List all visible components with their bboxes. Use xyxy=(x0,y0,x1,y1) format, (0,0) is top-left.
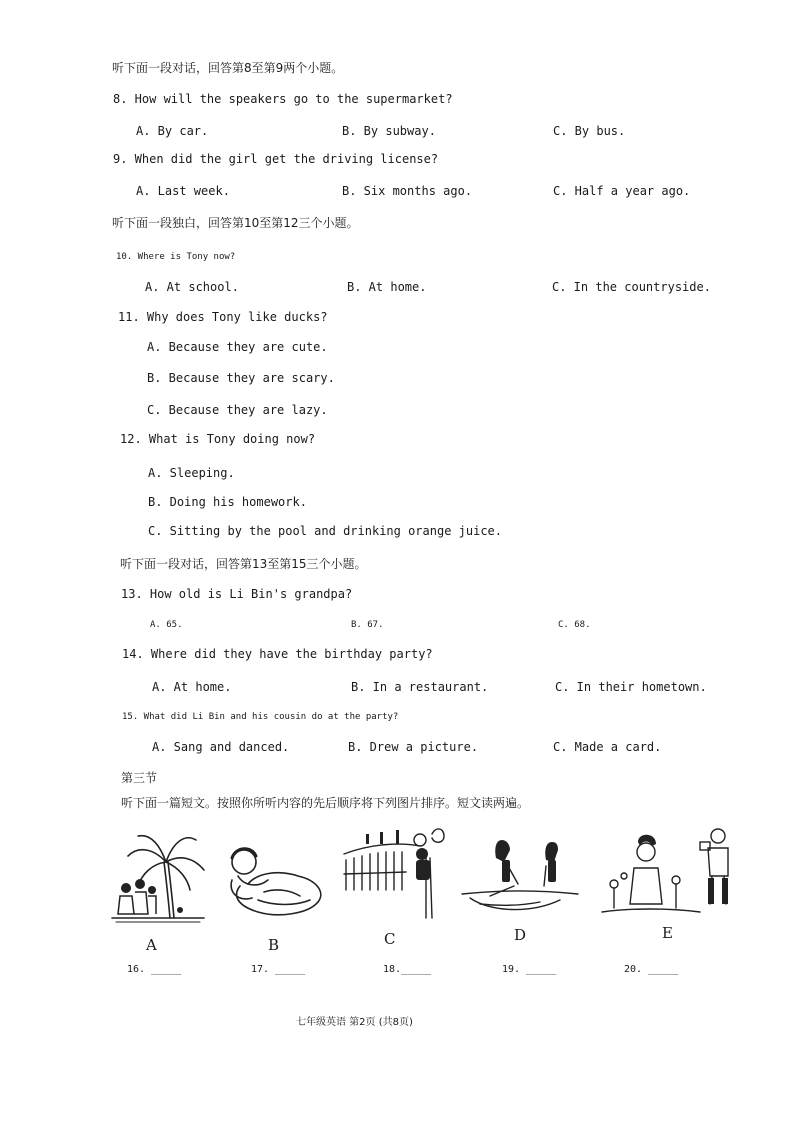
q9-option-a: A. Last week. xyxy=(136,184,230,198)
section-3-title: 第三节 xyxy=(121,771,158,785)
q9-option-b: B. Six months ago. xyxy=(342,184,473,198)
q14-option-b: B. In a restaurant. xyxy=(351,680,489,694)
picture-c-people-by-fence xyxy=(340,820,450,920)
answer-blank-18[interactable]: 18._____ xyxy=(383,964,432,975)
answer-blank-19[interactable]: 19. _____ xyxy=(502,964,557,975)
question-11: 11. Why does Tony like ducks? xyxy=(118,310,328,324)
q11-option-b: B. Because they are scary. xyxy=(147,371,335,385)
dialogue-intro-8-9: 听下面一段对话，回答第8至第9两个小题。 xyxy=(112,61,344,75)
q13-option-c: C. 68. xyxy=(558,620,591,630)
q9-option-c: C. Half a year ago. xyxy=(553,184,691,198)
picture-d-kids-by-boat xyxy=(460,836,580,918)
q12-option-c: C. Sitting by the pool and drinking orange juice. xyxy=(148,524,503,538)
q15-option-b: B. Drew a picture. xyxy=(348,740,479,754)
q15-option-a: A. Sang and danced. xyxy=(152,740,290,754)
question-15: 15. What did Li Bin and his cousin do at the party? xyxy=(122,712,399,722)
page-footer: 七年级英语 第2页 (共8页) xyxy=(296,1017,413,1028)
answer-blank-20[interactable]: 20. _____ xyxy=(624,964,679,975)
picture-label-a: A xyxy=(146,936,157,954)
q11-option-a: A. Because they are cute. xyxy=(147,340,328,354)
question-12: 12. What is Tony doing now? xyxy=(120,432,316,446)
q12-option-a: A. Sleeping. xyxy=(148,466,235,480)
q12-option-b: B. Doing his homework. xyxy=(148,495,307,509)
answer-blank-16[interactable]: 16. _____ xyxy=(127,964,182,975)
q8-option-c: C. By bus. xyxy=(553,124,626,138)
q8-option-b: B. By subway. xyxy=(342,124,436,138)
q13-option-a: A. 65. xyxy=(150,620,183,630)
answer-blank-17[interactable]: 17. _____ xyxy=(251,964,306,975)
q13-option-b: B. 67. xyxy=(351,620,384,630)
section-3-instruction: 听下面一篇短文。按照你所听内容的先后顺序将下列图片排序。短文读两遍。 xyxy=(121,796,530,810)
picture-label-b: B xyxy=(268,936,280,954)
question-10: 10. Where is Tony now? xyxy=(116,252,236,262)
q11-option-c: C. Because they are lazy. xyxy=(147,403,328,417)
q10-option-a: A. At school. xyxy=(145,280,239,294)
q10-option-b: B. At home. xyxy=(347,280,427,294)
q15-option-c: C. Made a card. xyxy=(553,740,662,754)
picture-a-palm-tree-family xyxy=(108,826,208,926)
question-14: 14. Where did they have the birthday party? xyxy=(122,647,433,661)
monologue-intro-10-12: 听下面一段独白，回答第10至第12三个小题。 xyxy=(112,216,359,230)
question-9: 9. When did the girl get the driving license? xyxy=(113,152,439,166)
q10-option-c: C. In the countryside. xyxy=(552,280,711,294)
dialogue-intro-13-15: 听下面一段对话，回答第13至第15三个小题。 xyxy=(120,557,367,571)
q14-option-c: C. In their hometown. xyxy=(555,680,707,694)
picture-b-boy-swimming xyxy=(218,836,328,926)
question-13: 13. How old is Li Bin's grandpa? xyxy=(121,587,353,601)
picture-label-c: C xyxy=(384,930,396,948)
q14-option-a: A. At home. xyxy=(152,680,232,694)
question-8: 8. How will the speakers go to the supermarket? xyxy=(113,92,453,106)
q8-option-a: A. By car. xyxy=(136,124,209,138)
picture-e-garden-photographer xyxy=(600,824,735,920)
picture-label-e: E xyxy=(662,924,673,942)
picture-label-d: D xyxy=(514,926,527,944)
